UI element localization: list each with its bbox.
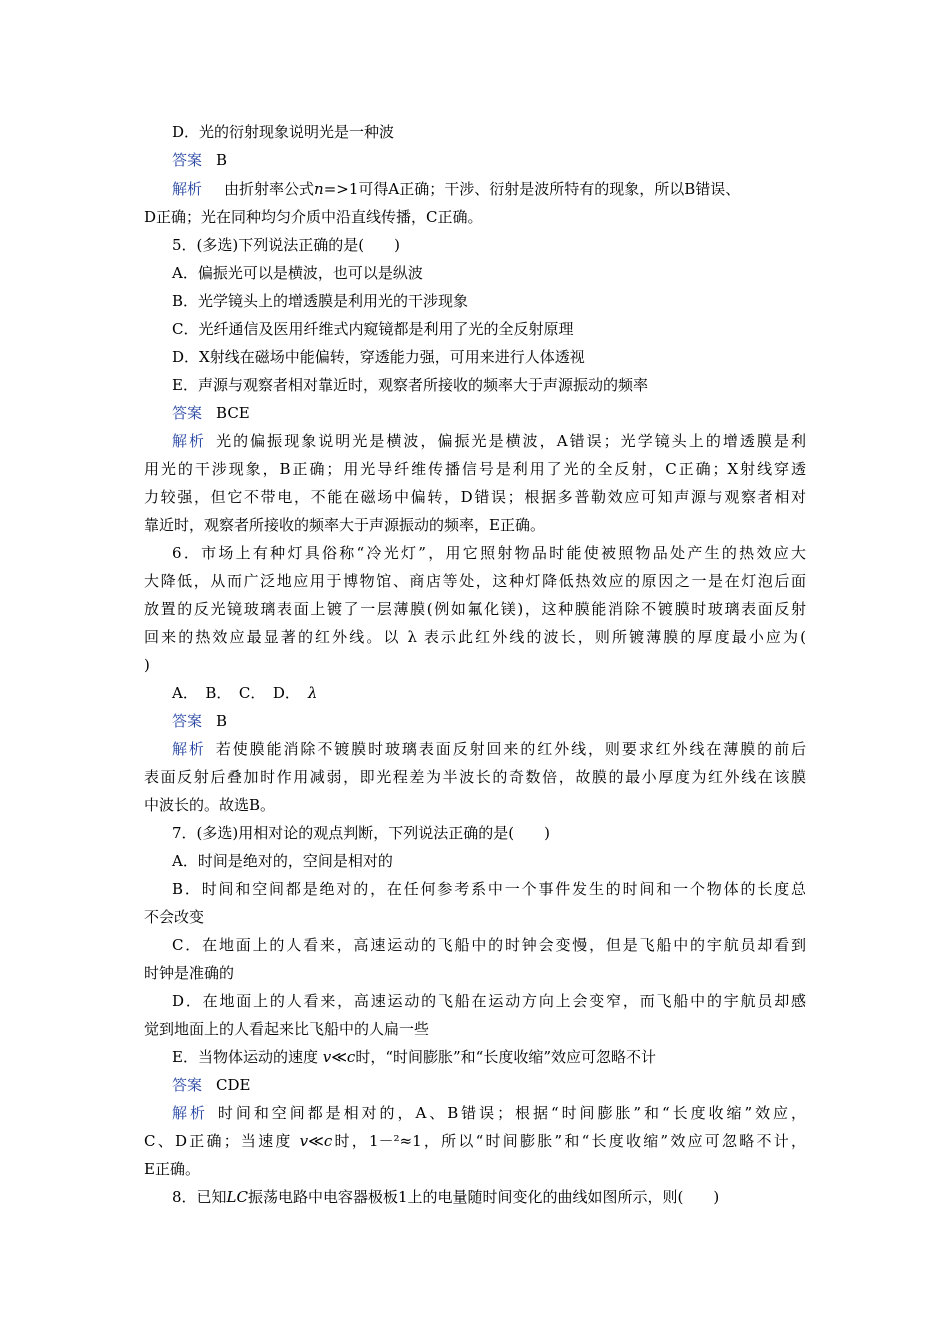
q6-options: A． B． C． D． λ [172,684,318,702]
q7-analysis-line-2: C、D正确；当速度 v≪c时，1－²≈1，所以“时间膨胀”和“长度收缩”效应可忽略不计， [144,1132,806,1150]
q5-analysis-line-4: 靠近时，观察者所接收的频率大于声源振动的频率，E正确。 [144,516,545,534]
q4-answer-line [172,150,227,170]
q5-option-e: E．声源与观察者相对靠近时，观察者所接收的频率大于声源振动的频率 [172,376,648,394]
q5-answer-line [172,403,250,423]
q6-stem-line-1: 6．市场上有种灯具俗称“冷光灯”，用它照射物品时能使被照物品处产生的热效应大 [172,544,806,562]
q4-analysis-line-2: D正确；光在同种均匀介质中沿直线传播，C正确。 [144,208,483,226]
q7-option-d-line-2: 觉到地面上的人看起来比飞船中的人扁一些 [144,1020,430,1038]
analysis-tag: 解析 [172,740,206,758]
analysis-tag: 解析 [172,1104,208,1122]
q6-analysis-line-3: 中波长的。故选B。 [144,796,276,814]
q7-option-d-line-1: D．在地面上的人看来，高速运动的飞船在运动方向上会变窄，而飞船中的宇航员却感 [172,992,806,1010]
q4-analysis-line-1: 解析 由折射率公式n=>1可得A正确；干涉、衍射是波所特有的现象，所以B错误、 [172,180,741,198]
q5-option-a: A．偏振光可以是横波，也可以是纵波 [172,264,423,282]
q6-stem-line-3: 放置的反光镜玻璃表面上镀了一层薄膜(例如氟化镁)，这种膜能消除不镀膜时玻璃表面反射 [144,600,806,618]
q5-analysis-line-2: 用光的干涉现象，B正确；用光导纤维传播信号是利用了光的全反射，C正确；X射线穿透 [144,460,806,478]
q5-analysis-line-3: 力较强，但它不带电，不能在磁场中偏转，D错误；根据多普勒效应可知声源与观察者相对 [144,488,806,506]
q7-answer-line [172,1075,250,1095]
q7-option-a: A．时间是绝对的，空间是相对的 [172,852,393,870]
q6-analysis-line-2: 表面反射后叠加时作用减弱，即光程差为半波长的奇数倍，故膜的最小厚度为红外线在该膜 [144,768,806,786]
q6-answer: B [216,712,228,730]
q7-answer: CDE [216,1076,251,1094]
q5-stem: 5．(多选)下列说法正确的是( ) [172,236,400,254]
answer-tag: 答案 [172,404,203,422]
q6-stem-line-5: ) [144,656,150,674]
q5-analysis-line-1: 解析 光的偏振现象说明光是横波，偏振光是横波，A错误；光学镜头上的增透膜是利 [172,432,806,450]
analysis-tag: 解析 [172,432,207,450]
q7-option-c-line-2: 时钟是准确的 [144,964,235,982]
answer-tag: 答案 [172,151,203,169]
q6-analysis-line-1: 解析 若使膜能消除不镀膜时玻璃表面反射回来的红外线，则要求红外线在薄膜的前后 [172,740,806,758]
analysis-tag: 解析 [172,180,203,198]
q7-option-b-line-2: 不会改变 [144,908,205,926]
q7-analysis-line-1: 解析 时间和空间都是相对的，A、B错误；根据“时间膨胀”和“长度收缩”效应， [172,1104,806,1122]
answer-tag: 答案 [172,712,203,730]
q5-answer: BCE [216,404,250,422]
q6-stem-line-4: 回来的热效应最显著的红外线。以 λ 表示此红外线的波长，则所镀薄膜的厚度最小应为( [144,628,806,646]
answer-tag: 答案 [172,1076,203,1094]
q5-option-d: D．X射线在磁场中能偏转，穿透能力强，可用来进行人体透视 [172,348,585,366]
q7-option-e: E．当物体运动的速度 v≪c时，“时间膨胀”和“长度收缩”效应可忽略不计 [172,1048,656,1066]
q8-stem: 8．已知LC振荡电路中电容器极板1上的电量随时间变化的曲线如图所示，则( ) [172,1188,720,1206]
q7-option-c-line-1: C．在地面上的人看来，高速运动的飞船中的时钟会变慢，但是飞船中的宇航员却看到 [172,936,806,954]
q6-stem-line-2: 大降低，从而广泛地应用于博物馆、商店等处，这种灯降低热效应的原因之一是在灯泡后面 [144,572,806,590]
q7-analysis-line-3: E正确。 [144,1160,200,1178]
q5-option-b: B．光学镜头上的增透膜是利用光的干涉现象 [172,292,469,310]
q6-answer-line [172,711,227,731]
q5-option-c: C．光纤通信及医用纤维式内窥镜都是利用了光的全反射原理 [172,320,574,338]
q7-stem: 7．(多选)用相对论的观点判断，下列说法正确的是( ) [172,824,550,842]
q7-option-b-line-1: B．时间和空间都是绝对的，在任何参考系中一个事件发生的时间和一个物体的长度总 [172,880,806,898]
q4-answer: B [216,151,228,169]
q4-option-d: D．光的衍射现象说明光是一种波 [172,123,395,141]
